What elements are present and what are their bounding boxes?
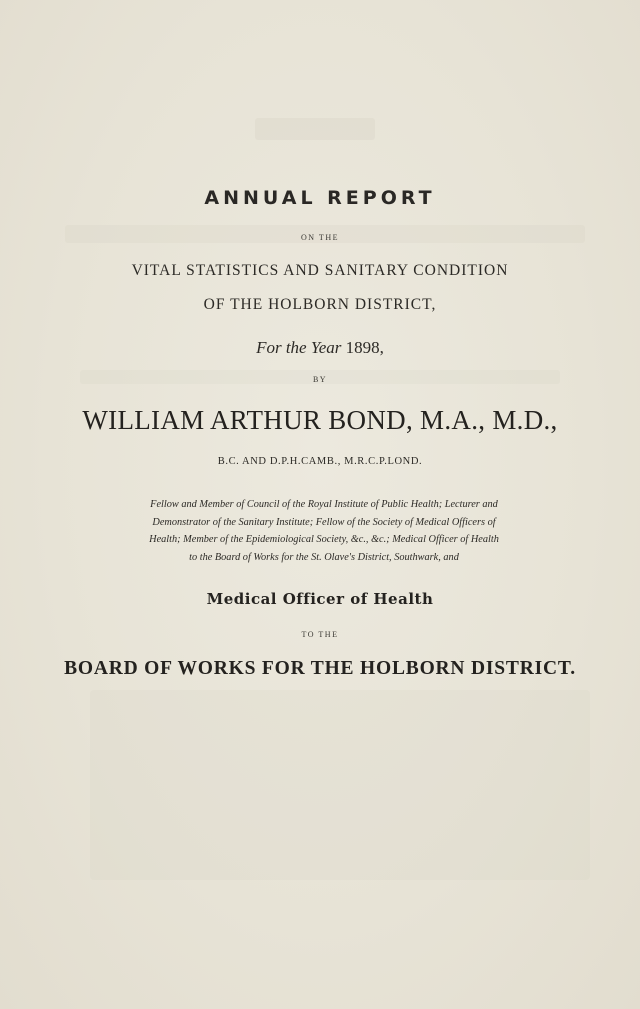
report-year	[0, 338, 640, 358]
by-label: BY	[312, 375, 328, 384]
author-fellowships	[48, 496, 600, 566]
fellowship-line: Fellow and Member of Council of the Royal Institute of Public Health; Lecturer and	[150, 499, 498, 510]
show-through-shading	[255, 118, 375, 140]
subject-line-1: VITAL STATISTICS AND SANITARY CONDITION	[131, 262, 509, 279]
year-value: 1898,	[345, 338, 384, 357]
board-name: BOARD OF WORKS FOR THE HOLBORN DISTRICT.	[64, 658, 576, 679]
subject-line-2: OF THE HOLBORN DISTRICT,	[203, 296, 437, 313]
on-the-label: ON THE	[301, 233, 339, 242]
year-prefix: For the Year	[256, 338, 342, 357]
author-qualifications: B.C. AND D.P.H.CAMB., M.R.C.P.LOND.	[217, 456, 423, 467]
show-through-shading	[90, 690, 590, 880]
fellowship-line: to the Board of Works for the St. Olave's District, Southwark, and	[189, 551, 459, 563]
office-title: Medical Officer of Health	[206, 590, 434, 608]
to-the-label: TO THE	[301, 630, 339, 639]
fellowship-line: Demonstrator of the Sanitary Institute; Fellow of the Society of Medical Officers of	[152, 516, 496, 528]
fellowship-line: Health; Member of the Epidemiological Society, &c., &c.; Medical Officer of Health	[149, 534, 499, 545]
report-title: ANNUAL REPORT	[204, 187, 436, 209]
author-name: WILLIAM ARTHUR BOND, M.A., M.D.,	[82, 405, 558, 435]
